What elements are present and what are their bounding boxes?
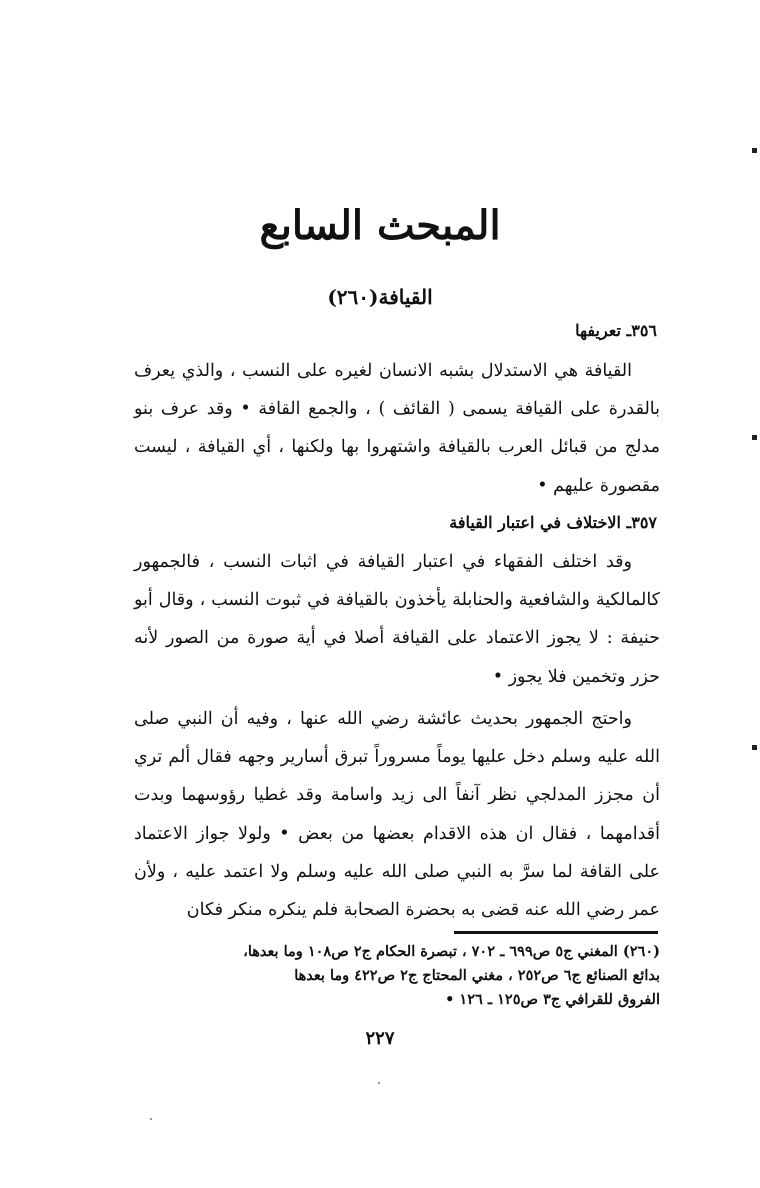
paragraph-disagreement bbox=[134, 543, 660, 696]
scan-edge-mark bbox=[752, 745, 757, 750]
scan-edge-mark bbox=[752, 435, 757, 440]
scan-speck bbox=[378, 1082, 380, 1084]
paragraph-definition bbox=[134, 352, 660, 505]
paragraph-text: واحتج الجمهور بحديث عائشة رضي الله عنها ، وفيه أن النبي صلى الله عليه وسلم دخل عليها يوماً مسروراً تبرق أسارير وجهه فقال ألم تري أن مجزز المدلجي نظر آنفاً الى زيد واسامة وقد غطيا رؤوسهما وبدت أقدامهما ، فقال ان هذه الاقدام بعضها من بعض • ولولا جواز الاعتماد على القافة لما سرَّ به النبي صلى الله عليه وسلم ولا اعتمد عليه ، ولأن عمر رضي الله عنه قضى به بحضرة الصحابة فلم ينكره منكر فكان bbox=[134, 709, 660, 921]
paragraph-text: وقد اختلف الفقهاء في اعتبار القيافة في اثبات النسب ، فالجمهور كالمالكية والشافعية والحنابلة يأخذون بالقيافة في ثبوت النسب ، وقال أبو حنيفة : لا يجوز الاعتماد على القيافة أصلا في أية صورة من الصور لأنه حزر وتخمين فلا يجوز • bbox=[134, 552, 660, 687]
chapter-title: المبحث السابع bbox=[259, 202, 501, 249]
page-number: ٢٢٧ bbox=[365, 1028, 395, 1049]
footnote-divider bbox=[454, 931, 658, 934]
section-subtitle: القيافة(٢٦٠) bbox=[327, 285, 433, 309]
section-heading-definition: ٣٥٦ـ تعريفها bbox=[575, 321, 657, 340]
footnote-line: بدائع الصنائع ج٦ ص٢٥٢ ، مغني المحتاج ج٢ ص٤٢٢ وما بعدها bbox=[294, 967, 660, 984]
footnotes bbox=[136, 940, 660, 1012]
section-heading-disagreement: ٣٥٧ـ الاختلاف في اعتبار القيافة bbox=[449, 513, 657, 532]
footnote-line: (٢٦٠) المغني ج٥ ص٦٩٩ ـ ٧٠٢ ، تبصرة الحكام ج٢ ص١٠٨ وما بعدها، bbox=[243, 943, 660, 960]
footnote-line: الفروق للقرافي ج٣ ص١٢٥ ـ ١٢٦ • bbox=[445, 991, 660, 1008]
paragraph-evidence bbox=[134, 700, 660, 929]
paragraph-text: القيافة هي الاستدلال بشبه الانسان لغيره على النسب ، والذي يعرف بالقدرة على القيافة يسمى ( القائف ) ، والجمع القافة • وقد عرف بنو مدلج من قبائل العرب بالقيافة واشتهروا بها ولكنها ، أي القيافة ، ليست مقصورة عليهم • bbox=[134, 361, 660, 496]
scan-speck bbox=[150, 1118, 152, 1120]
scan-edge-mark bbox=[752, 148, 757, 153]
